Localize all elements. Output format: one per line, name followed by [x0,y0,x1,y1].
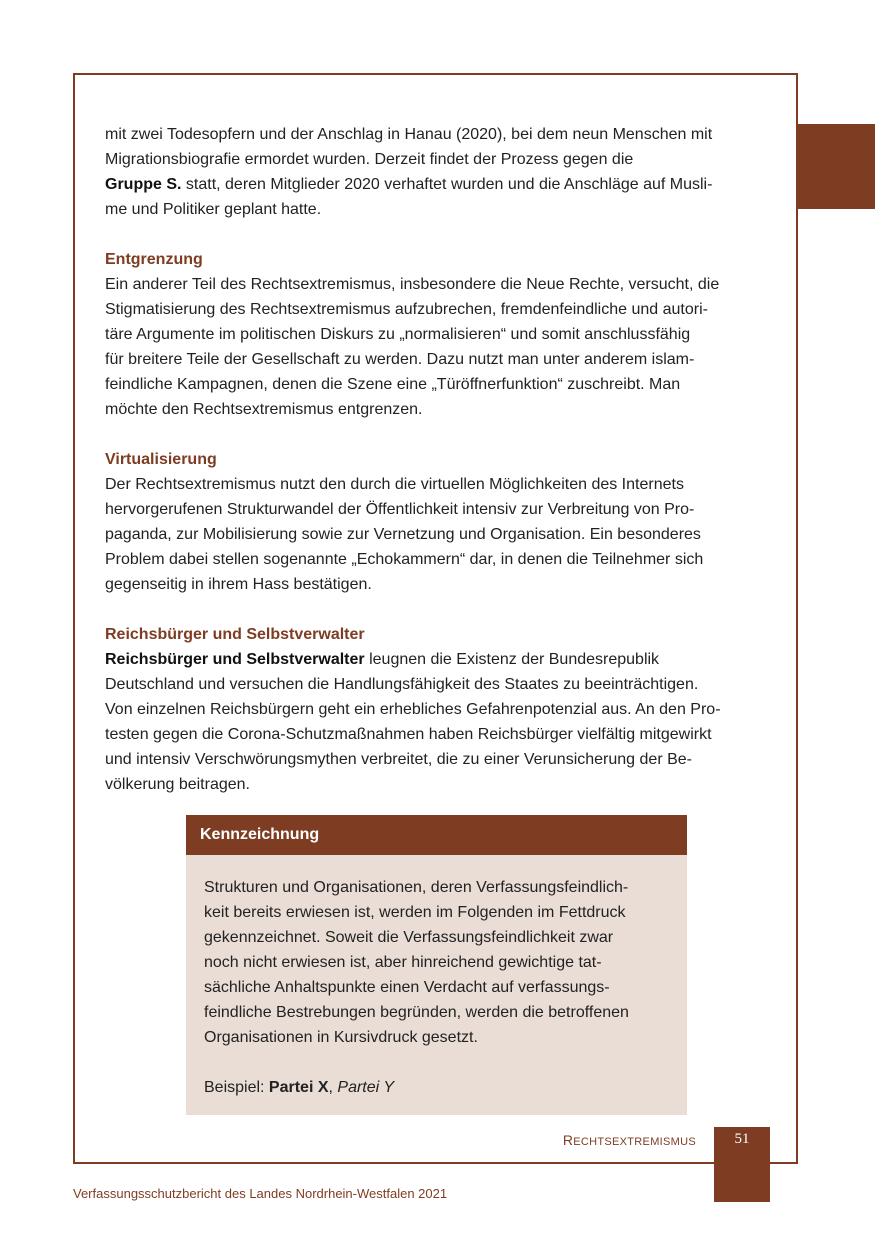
example-bold: Partei X [268,1079,329,1096]
text-line: möchte den Rechtsextremismus entgrenzen. [105,401,423,418]
section-paragraph [105,272,765,422]
section-entgrenzung [105,247,765,422]
section-heading: Virtualisierung [105,451,217,468]
text-line: me und Politiker geplant hatte. [105,201,322,218]
info-box-title: Kennzeichnung [186,815,687,855]
info-box-kennzeichnung [186,815,687,1115]
org-name-bold: Gruppe S. [105,176,182,193]
text-line: täre Argumente im politischen Diskurs zu „normalisieren“ und somit anschlussfähig [105,326,691,343]
example-italic: Partei Y [337,1079,395,1096]
chapter-initial: R [562,1132,574,1148]
section-virtualisierung [105,447,765,597]
text-line [105,172,765,197]
footer-chapter-label [540,1130,696,1152]
text-fragment: leugnen die Existenz der Bundesrepublik [364,651,660,668]
text-line: sächliche Anhaltspunkte einen Verdacht auf verfassungs- [204,979,610,996]
page-number-tab [714,1127,770,1202]
text-line: Migrationsbiografie ermordet wurden. Derzeit findet der Prozess gegen die [105,151,634,168]
text-line: Problem dabei stellen sogenannte „Echokammern“ dar, in denen die Teilnehmer sich [105,551,704,568]
intro-paragraph [105,122,765,222]
text-line: feindliche Bestrebungen begründen, werden die betroffenen [204,1004,629,1021]
example-separator: , [328,1079,338,1096]
section-paragraph [105,472,765,597]
info-box-body [186,855,687,1100]
section-paragraph [105,647,765,797]
main-content [105,122,765,797]
text-line: noch nicht erwiesen ist, aber hinreichend gewichtige tat- [204,954,602,971]
page-number: 51 [734,1131,750,1147]
text-line: für breitere Teile der Gesellschaft zu werden. Dazu nutzt man unter anderem islam- [105,351,695,368]
text-line: gegenseitig in ihrem Hass bestätigen. [105,576,372,593]
publication-title: Verfassungsschutzbericht des Landes Nordrhein-Westfalen 2021 [73,1186,448,1201]
text-line: feindliche Kampagnen, denen die Szene eine „Türöffnerfunktion“ zuschreibt. Man [105,376,681,393]
text-line [105,647,765,672]
text-line: Von einzelnen Reichsbürgern geht ein erhebliches Gefahrenpotenzial aus. An den Pro- [105,701,721,718]
chapter-side-tab [798,124,875,209]
text-line: gekennzeichnet. Soweit die Verfassungsfeindlichkeit zwar [204,929,614,946]
text-line: keit bereits erwiesen ist, werden im Folgenden im Fettdruck [204,904,626,921]
text-line: paganda, zur Mobilisierung sowie zur Vernetzung und Organisation. Ein besonderes [105,526,701,543]
text-line: hervorgerufenen Strukturwandel der Öffentlichkeit intensiv zur Verbreitung von Pro- [105,501,695,518]
section-reichsbuerger [105,622,765,797]
text-line: Stigmatisierung des Rechtsextremismus aufzubrechen, fremdenfeindliche und autori- [105,301,708,318]
section-heading: Entgrenzung [105,251,203,268]
text-line: testen gegen die Corona-Schutzmaßnahmen haben Reichsbürger vielfältig mitgewirkt [105,726,712,743]
org-name-bold: Reichsbürger und Selbstverwalter [105,651,365,668]
example-line [204,1075,669,1100]
text-line: Ein anderer Teil des Rechtsextremismus, insbesondere die Neue Rechte, versucht, die [105,276,720,293]
text-line: mit zwei Todesopfern und der Anschlag in Hanau (2020), bei dem neun Menschen mit [105,126,713,143]
section-heading: Reichsbürger und Selbstverwalter [105,626,365,643]
text-fragment: statt, deren Mitglieder 2020 verhaftet wurden und die Anschläge auf Musli- [181,176,713,193]
text-line: völkerung beitragen. [105,776,250,793]
text-line: Deutschland und versuchen die Handlungsfähigkeit des Staates zu beeinträchtigen. [105,676,699,693]
example-prefix: Beispiel: [204,1079,269,1096]
text-line: Organisationen in Kursivdruck gesetzt. [204,1029,478,1046]
text-line: und intensiv Verschwörungsmythen verbreitet, die zu einer Verunsicherung der Be- [105,751,692,768]
text-line: Strukturen und Organisationen, deren Verfassungsfeindlich- [204,879,629,896]
text-line: Der Rechtsextremismus nutzt den durch die virtuellen Möglichkeiten des Internets [105,476,684,493]
chapter-rest: ECHTSEXTREMISMUS [573,1136,696,1148]
